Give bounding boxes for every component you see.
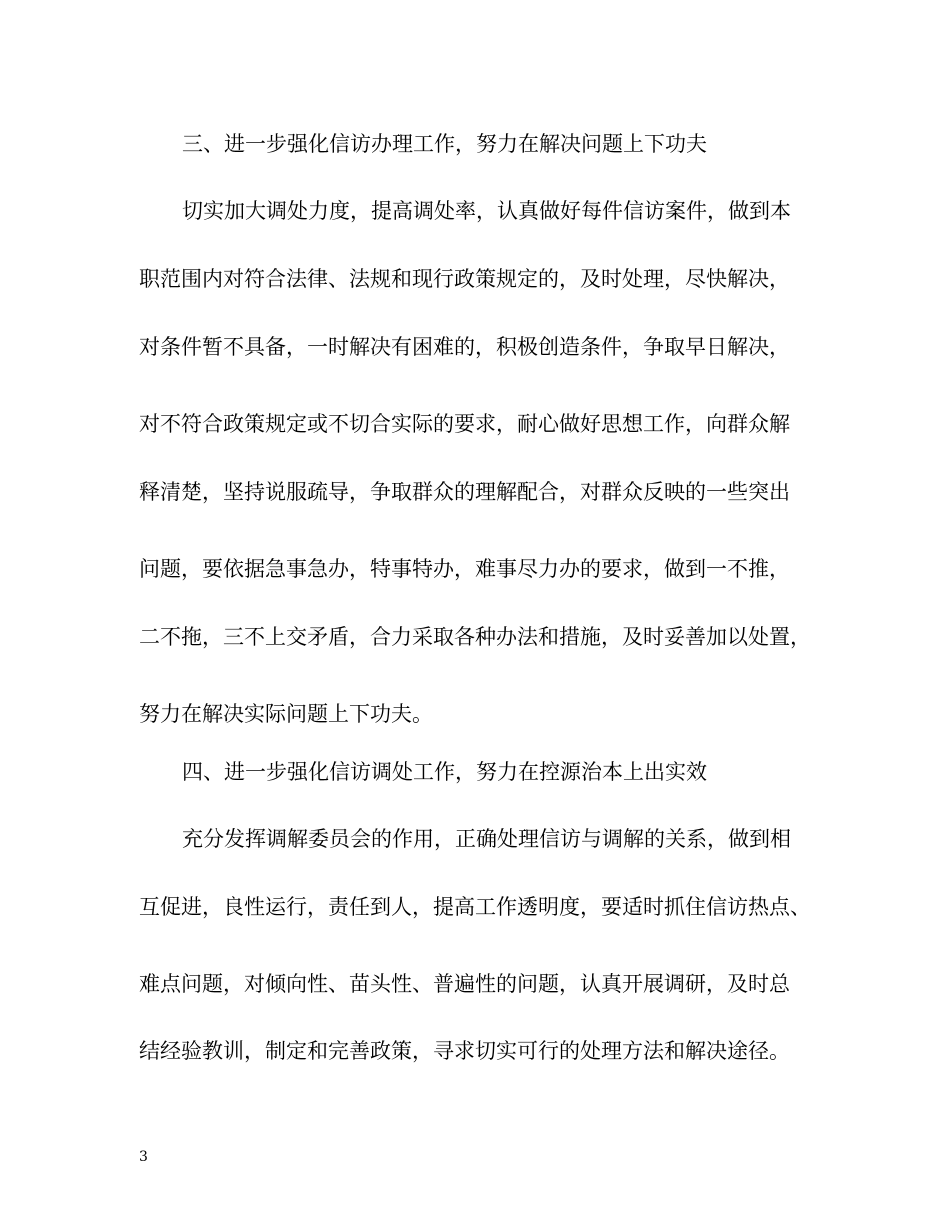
- paragraph-line: 对不符合政策规定或不切合实际的要求，耐心做好思想工作，向群众解: [139, 412, 790, 436]
- paragraph-line: 对条件暂不具备，一时解决有困难的，积极创造条件，争取早日解决，: [139, 335, 790, 359]
- section-heading-3: 三、进一步强化信访办理工作，努力在解决问题上下功夫: [182, 132, 707, 156]
- paragraph-line: 充分发挥调解委员会的作用，正确处理信访与调解的关系，做到相: [182, 827, 791, 851]
- paragraph-line: 切实加大调处力度，提高调处率，认真做好每件信访案件，做到本: [182, 199, 791, 223]
- paragraph-line: 职范围内对符合法律、法规和现行政策规定的，及时处理，尽快解决，: [139, 267, 790, 291]
- paragraph-line: 难点问题，对倾向性、苗头性、普遍性的问题，认真开展调研，及时总: [139, 972, 790, 996]
- paragraph-line: 二不拖，三不上交矛盾，合力采取各种办法和措施，及时妥善加以处置，: [139, 625, 811, 649]
- page-number: 3: [139, 1149, 148, 1165]
- paragraph-line: 释清楚，坚持说服疏导，争取群众的理解配合，对群众反映的一些突出: [139, 480, 790, 504]
- section-heading-4: 四、进一步强化信访调处工作，努力在控源治本上出实效: [182, 760, 707, 784]
- paragraph-line: 结经验教训，制定和完善政策，寻求切实可行的处理方法和解决途径。: [139, 1039, 790, 1063]
- paragraph-line: 努力在解决实际问题上下功夫。: [139, 702, 433, 726]
- paragraph-line: 互促进，良性运行，责任到人，提高工作透明度，要适时抓住信访热点、: [139, 895, 811, 919]
- paragraph-line: 问题，要依据急事急办，特事特办，难事尽力办的要求，做到一不推，: [139, 557, 790, 581]
